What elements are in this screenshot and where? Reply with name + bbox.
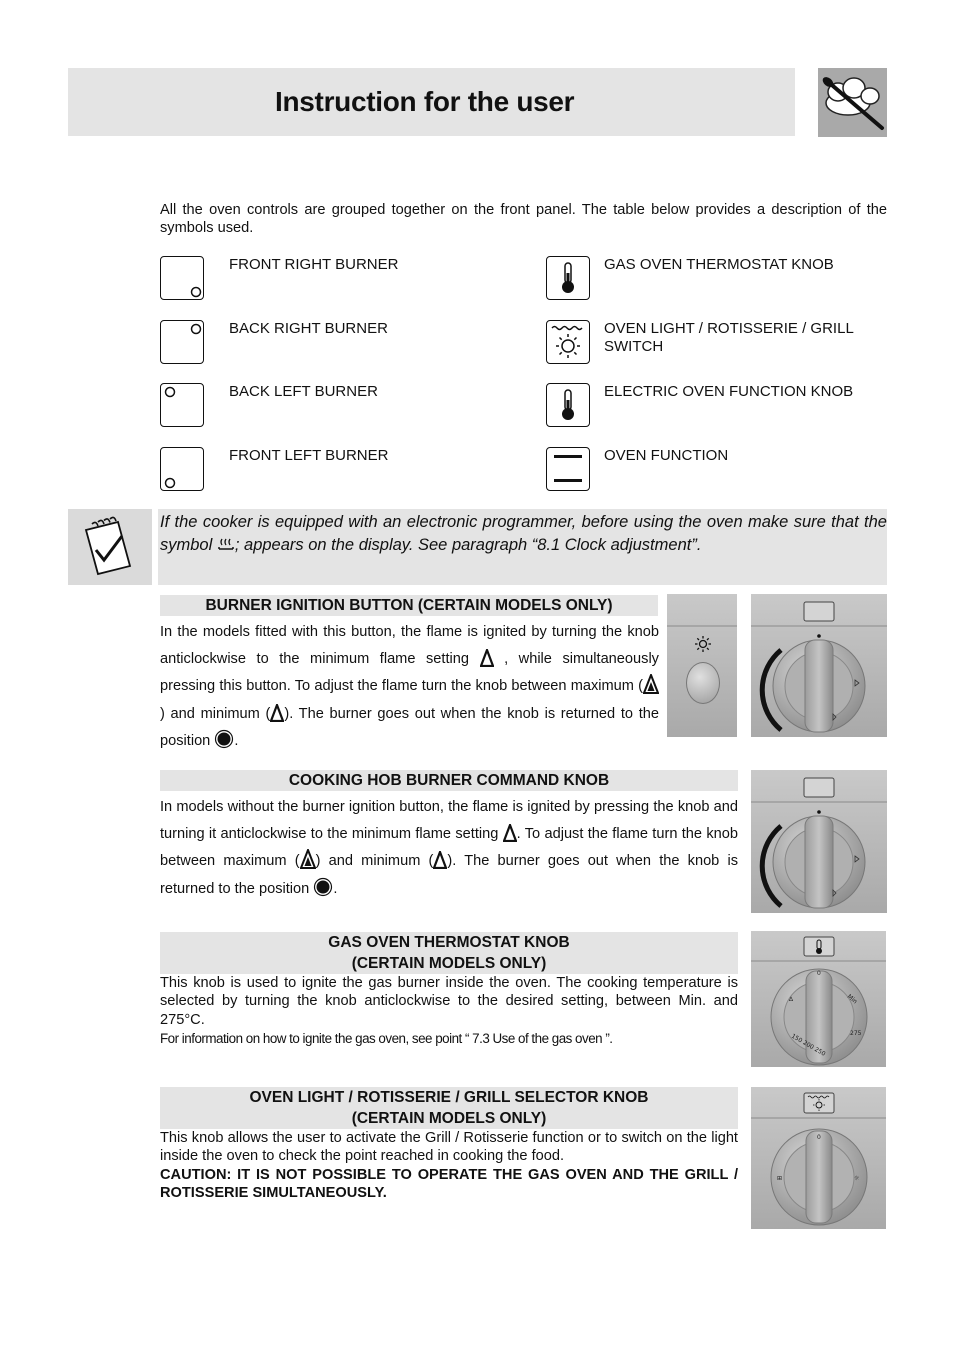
- symbol-label: OVEN FUNCTION: [604, 447, 729, 464]
- note-text: If the cooker is equipped with an electronic programmer, before using the oven make sure that the symbol ; appears on the display. See paragraph “8.1 Clock adjustment”.: [160, 511, 887, 561]
- front-left-burner-icon: [160, 447, 204, 491]
- ignition-button[interactable]: [686, 662, 720, 704]
- flame-min-icon: [270, 704, 284, 722]
- front-right-burner-icon: [160, 256, 204, 300]
- symbol-label: GAS OVEN THERMOSTAT KNOB: [604, 256, 834, 273]
- thermometer-icon: [546, 383, 590, 427]
- hob-knob-heading: COOKING HOB BURNER COMMAND KNOB: [160, 770, 738, 791]
- flame-min-icon: [503, 824, 517, 842]
- flame-max-icon: [643, 674, 659, 694]
- grill-selector-text: This knob allows the user to activate the Grill / Rotisserie function or to switch on the light inside the oven to check the point reached in cooking the food.: [160, 1130, 738, 1165]
- hob-knob-text: In models without the burner ignition button, the flame is ignited by pressing the knob and turning it anticlockwise to the minimum flame setting . To adjust the flame turn the knob between maximum ( ) and minimum ( ). The burner goes out when the knob is returned to the position .: [160, 799, 739, 897]
- chef-hat-spoon-icon: [818, 68, 887, 137]
- grill-light-icon: [546, 320, 590, 364]
- thermostat-knob-panel: [751, 931, 886, 1067]
- back-right-burner-icon: [160, 320, 204, 364]
- symbol-label: BACK LEFT BURNER: [229, 383, 378, 400]
- symbol-label: ELECTRIC OVEN FUNCTION KNOB: [604, 383, 854, 400]
- intro-text: All the oven controls are grouped together on the front panel. The table below provides a description of the symbols used.: [160, 202, 887, 236]
- symbol-label: FRONT RIGHT BURNER: [229, 256, 399, 273]
- thermometer-icon: [546, 256, 590, 300]
- notepad-icon: [78, 514, 142, 583]
- grill-selector-heading: OVEN LIGHT / ROTISSERIE / GRILL SELECTOR KNOB (CERTAIN MODELS ONLY): [160, 1087, 738, 1129]
- svg-text:150 200 250: 150 200 250: [790, 1032, 827, 1058]
- hob-knob-panel: [751, 594, 887, 737]
- flame-min-icon: [480, 649, 494, 667]
- svg-text:∆: ∆: [789, 996, 794, 1003]
- oven-function-icon: [546, 447, 590, 491]
- grill-caution-text: CAUTION: IT IS NOT POSSIBLE TO OPERATE THE GAS OVEN AND THE GRILL / ROTISSERIE SIMULTANEOUSLY.: [160, 1167, 738, 1202]
- svg-text:Min: Min: [845, 993, 859, 1006]
- symbol-label: FRONT LEFT BURNER: [229, 447, 389, 464]
- flame-min-icon: [433, 851, 447, 869]
- thermostat-text: This knob is used to ignite the gas burner inside the oven. The cooking temperature is selected by turning the knob anticlockwise to the desired setting, between Min. and 275°C.: [160, 975, 738, 1028]
- svg-text:275: 275: [850, 1030, 862, 1037]
- svg-text:☼: ☼: [854, 1175, 860, 1182]
- svg-text:⊞: ⊞: [777, 1175, 783, 1182]
- clock-program-symbol-icon: [217, 536, 235, 561]
- spark-icon: [695, 636, 711, 652]
- ignition-text: In the models fitted with this button, the flame is ignited by turning the knob anticlockwise to the minimum flame setting , while simultaneously pressing this button. To adjust the flame turn the knob between maximum () and minimum ( ). The burner goes out when the knob is returned to the position .: [160, 624, 659, 749]
- ignition-button-panel: [667, 594, 737, 737]
- off-position-icon: [313, 877, 333, 897]
- svg-text:0: 0: [817, 970, 821, 977]
- back-left-burner-icon: [160, 383, 204, 427]
- symbol-label: OVEN LIGHT / ROTISSERIE / GRILL SWITCH: [604, 320, 854, 355]
- symbol-label: BACK RIGHT BURNER: [229, 320, 388, 337]
- svg-text:0: 0: [817, 1134, 821, 1141]
- grill-knob-panel: [751, 1087, 886, 1229]
- off-position-icon: [214, 729, 234, 749]
- hob-knob-panel: [751, 770, 887, 913]
- thermostat-note: For information on how to ignite the gas oven, see point “ 7.3 Use of the gas oven ”.: [160, 1031, 613, 1046]
- page-title: Instruction for the user: [275, 86, 575, 117]
- ignition-heading: BURNER IGNITION BUTTON (CERTAIN MODELS ONLY): [160, 595, 658, 616]
- thermostat-heading: GAS OVEN THERMOSTAT KNOB (CERTAIN MODELS ONLY): [160, 932, 738, 974]
- flame-max-icon: [300, 849, 316, 869]
